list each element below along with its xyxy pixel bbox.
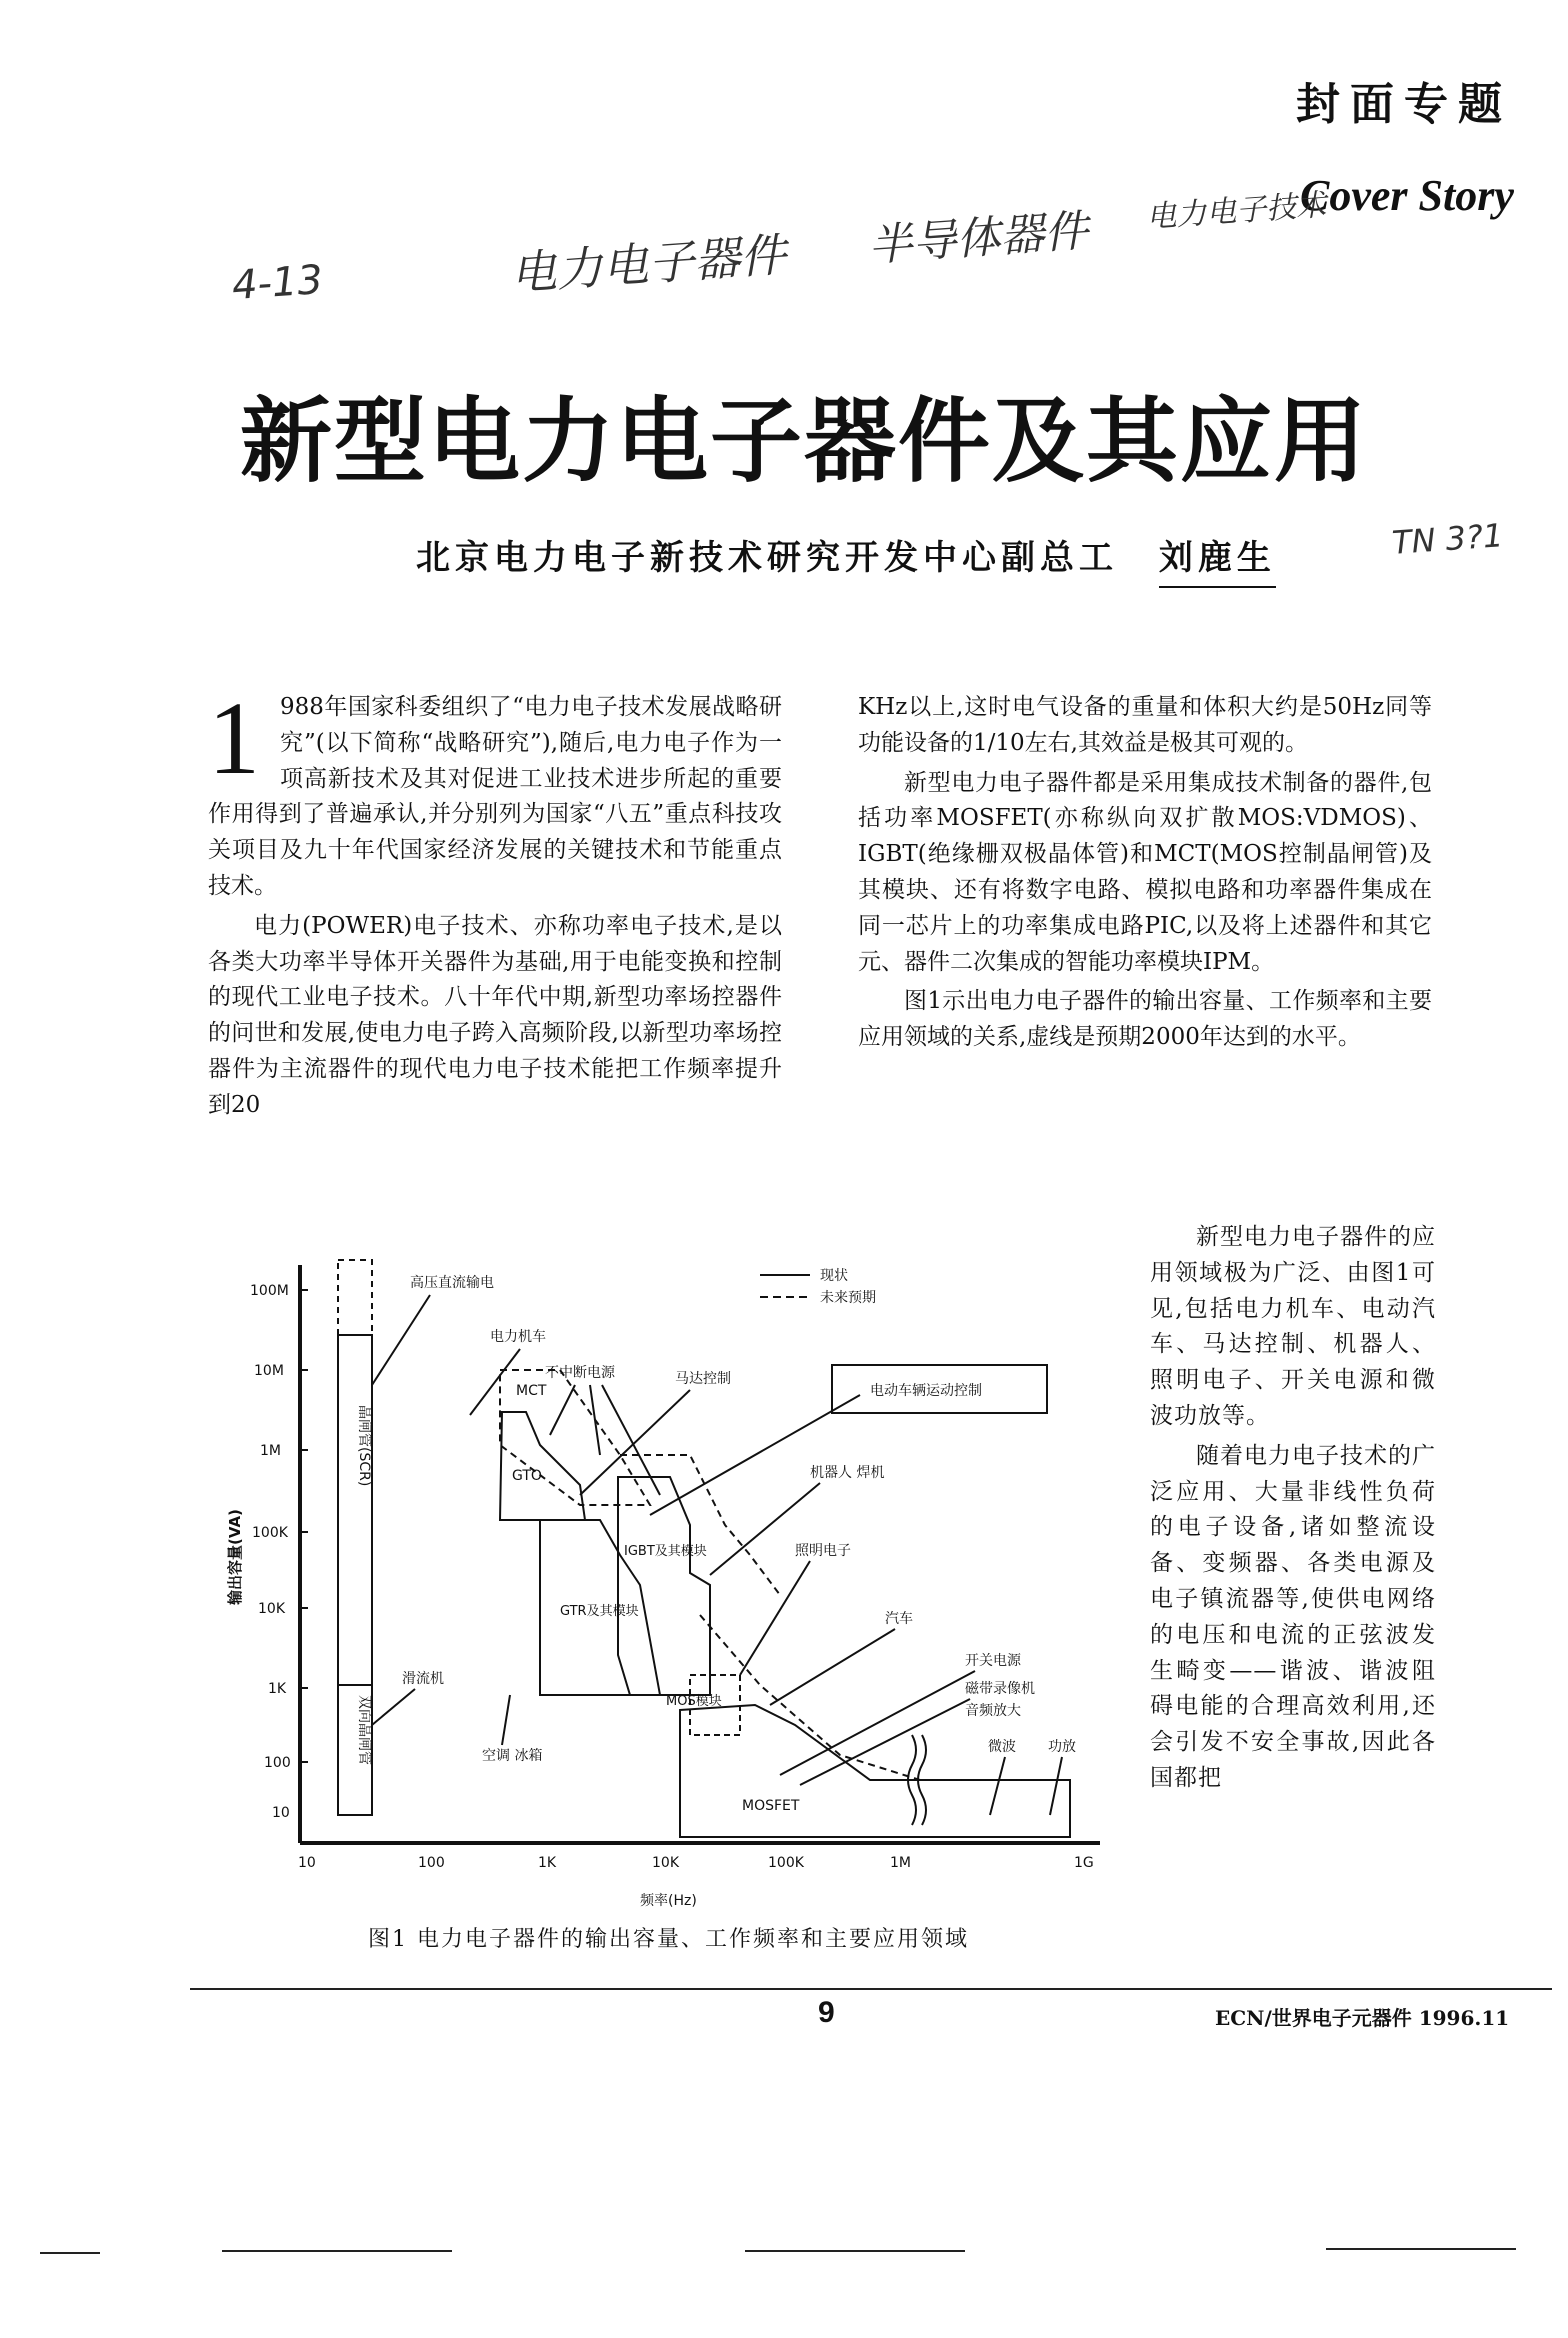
application-label: 空调 冰箱 <box>482 1748 543 1764</box>
y-axis-label: 输出容量(VA) <box>226 1509 244 1605</box>
region-scr-future <box>338 1260 372 1335</box>
handwritten-note: 4-13 <box>230 256 325 310</box>
application-label: 照明电子 <box>795 1543 851 1559</box>
journal-name: ECN/世界电子元器件 1996.11 <box>1215 2006 1510 2030</box>
region-gto <box>500 1412 585 1520</box>
footer-rule <box>190 1988 1552 1990</box>
y-tick-label: 1M <box>260 1443 281 1459</box>
scan-artifact-line <box>1326 2248 1516 2250</box>
x-tick-label: 1G <box>1074 1855 1094 1871</box>
drop-cap: 1 <box>208 681 260 796</box>
section-label-cn: 封面专题 <box>1296 79 1512 130</box>
region-scr <box>338 1335 372 1685</box>
application-label: 滑流机 <box>402 1671 444 1687</box>
right-column <box>858 690 1432 1056</box>
x-tick-label: 1M <box>890 1855 911 1871</box>
application-label: 音频放大 <box>965 1703 1021 1719</box>
handwritten-note: 电力电子技术 <box>1145 187 1328 236</box>
x-tick-label: 10K <box>652 1855 679 1871</box>
paragraph: 1 988年国家科委组织了“电力电子技术发展战略研究”(以下简称“战略研究”),随后,电力电子作为一项高新技术及其对促进工业技术进步所起的重要作用得到了普遍承认,并分别列为国家“八五”重点科技攻关项目及九十年代国家经济发展的关键技术和节能重点技术。 <box>208 681 782 899</box>
scan-artifact-line <box>222 2250 452 2252</box>
application-label: 不中断电源 <box>545 1365 615 1381</box>
x-tick-label: 10 <box>298 1855 316 1871</box>
y-tick-label: 10K <box>258 1601 285 1617</box>
y-tick-label: 1K <box>268 1681 287 1697</box>
region-igbt <box>618 1477 710 1695</box>
region-label: GTO <box>512 1468 542 1484</box>
region-label: 双向晶闸管 <box>356 1695 372 1765</box>
region-mosfet-future <box>700 1615 1070 1780</box>
paragraph: 图1示出电力电子器件的输出容量、工作频率和主要应用领域的关系,虚线是预期2000年达到的水平。 <box>858 988 1432 1051</box>
application-label: 电力机车 <box>490 1329 546 1345</box>
application-label: 汽车 <box>885 1611 913 1627</box>
application-label: 开关电源 <box>965 1653 1021 1669</box>
legend-entry: 现状 <box>820 1268 848 1284</box>
x-tick-label: 1K <box>538 1855 557 1871</box>
application-label: 功放 <box>1048 1739 1076 1755</box>
application-label: 机器人 焊机 <box>810 1465 885 1481</box>
figure-caption: 图1 电力电子器件的输出容量、工作频率和主要应用领域 <box>368 1927 969 1952</box>
section-label-en: Cover Story <box>1300 171 1514 220</box>
byline <box>416 530 1276 579</box>
paragraph: KHz以上,这时电气设备的重量和体积大约是50Hz同等功能设备的1/10左右,其效益是极其可观的。 <box>858 694 1432 756</box>
application-label: 微波 <box>988 1739 1016 1755</box>
side-column <box>1150 1220 1436 1797</box>
region-label: IGBT及其模块 <box>624 1544 707 1559</box>
author-name: 刘鹿生 <box>1159 538 1276 588</box>
paragraph: 新型电力电子器件的应用领域极为广泛、由图1可见,包括电力机车、电动汽车、马达控制、机器人、照明电子、开关电源和微波功放等。 <box>1150 1224 1436 1429</box>
x-axis-label: 频率(Hz) <box>640 1893 697 1909</box>
scan-artifact-line <box>40 2252 100 2254</box>
x-tick-label: 100K <box>768 1855 804 1871</box>
x-axis-ticks <box>298 1855 1094 1871</box>
paragraph: 新型电力电子器件都是采用集成技术制备的器件,包括功率MOSFET(亦称纵向双扩散MOS:VDMOS)、IGBT(绝缘栅双极晶体管)和MCT(MOS控制晶闸管)及其模块、还有将数字电路、模拟电路和功率器件集成在同一芯片上的功率集成电路PIC,以及将上述器件和其它元、器件二次集成的智能功率模块IPM。 <box>858 769 1432 975</box>
region-label: 晶闸管(SCR) <box>356 1405 372 1487</box>
application-label: 磁带录像机 <box>965 1681 1035 1697</box>
region-label: MCT <box>516 1383 547 1399</box>
scan-artifact-line <box>745 2250 965 2252</box>
page-number: 9 <box>818 1996 835 2029</box>
y-tick-label: 10 <box>272 1805 290 1821</box>
paragraph: 电力(POWER)电子技术、亦称功率电子技术,是以各类大功率半导体开关器件为基础,用于电能变换和控制的现代工业电子技术。八十年代中期,新型功率场控器件的问世和发展,使电力电子跨入高频阶段,以新型功率场控器件为主流器件的现代电力电子技术能把工作频率提升到20 <box>208 912 782 1118</box>
paragraph: 随着电力电子技术的广泛应用、大量非线性负荷的电子设备,诸如整流设备、变频器、各类电源及电子镇流器等,使供电网络的电压和电流的正弦波发生畸变——谐波、谐波阻碍电能的合理高效利用,还会引发不安全事故,因此各国都把 <box>1150 1442 1436 1791</box>
application-label: 电动车辆运动控制 <box>870 1383 982 1399</box>
figure-chart <box>220 1255 1130 1935</box>
application-label: 高压直流输电 <box>410 1275 494 1291</box>
y-tick-label: 10M <box>254 1363 284 1379</box>
legend-entry: 未来预期 <box>820 1290 876 1306</box>
y-tick-label: 100M <box>250 1283 289 1299</box>
handwritten-note: TN 3?1 <box>1390 516 1505 562</box>
y-tick-label: 100 <box>264 1755 291 1771</box>
left-column <box>208 681 782 1124</box>
application-label: 马达控制 <box>675 1371 731 1387</box>
author-affiliation: 北京电力电子新技术研究开发中心副总工 <box>416 538 1118 578</box>
article-title: 新型电力电子器件及其应用 <box>240 388 1369 495</box>
handwritten-note: 半导体器件 <box>866 205 1090 272</box>
chart-legend <box>760 1268 876 1306</box>
region-label: MOSFET <box>742 1798 800 1814</box>
y-tick-label: 100K <box>252 1525 288 1541</box>
region-label: MOS模块 <box>666 1694 722 1709</box>
handwritten-note: 电力电子器件 <box>508 227 788 301</box>
region-label: GTR及其模块 <box>560 1604 639 1619</box>
x-tick-label: 100 <box>418 1855 445 1871</box>
